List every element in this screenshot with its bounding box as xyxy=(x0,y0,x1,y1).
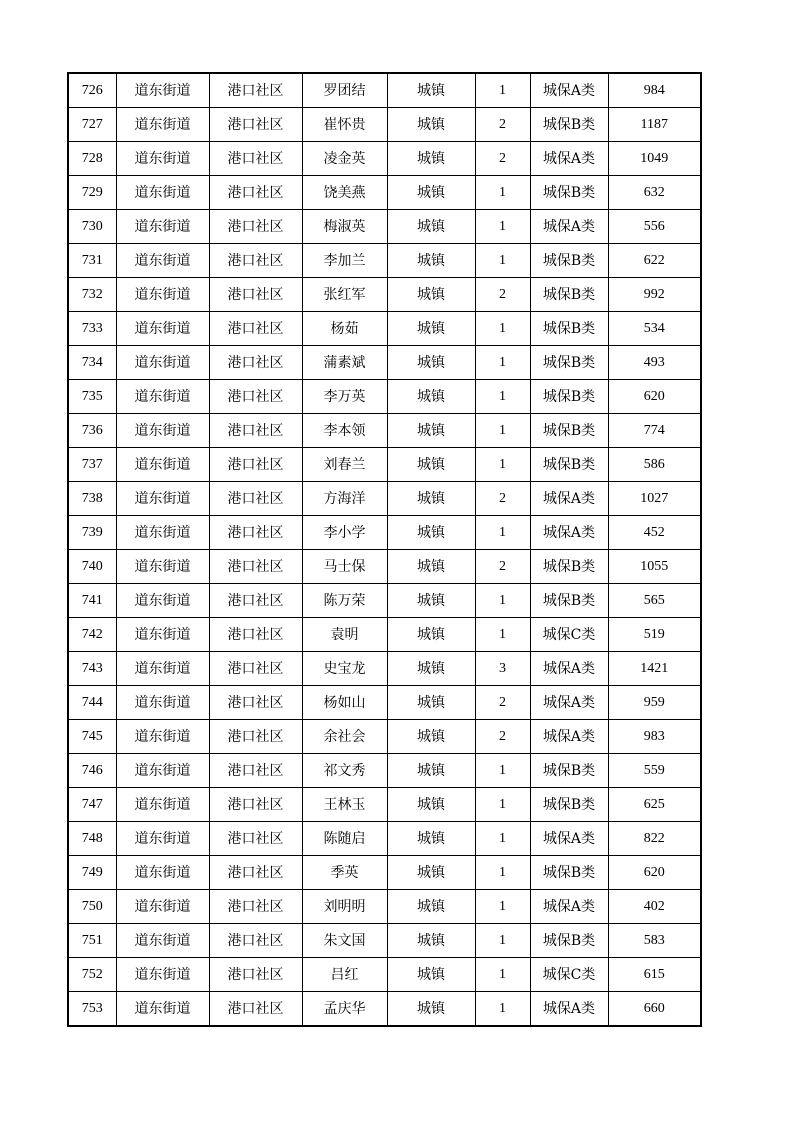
street-cell: 道东街道 xyxy=(116,788,209,822)
amount-cell: 519 xyxy=(608,618,701,652)
street-cell: 道东街道 xyxy=(116,346,209,380)
household-size-cell: 2 xyxy=(475,278,530,312)
area-type-cell: 城镇 xyxy=(387,346,475,380)
row-number-cell: 736 xyxy=(68,414,116,448)
name-cell: 饶美燕 xyxy=(302,176,387,210)
community-cell: 港口社区 xyxy=(209,584,302,618)
household-size-cell: 1 xyxy=(475,73,530,108)
name-cell: 杨茹 xyxy=(302,312,387,346)
category-cell: 城保B类 xyxy=(530,924,608,958)
name-cell: 方海洋 xyxy=(302,482,387,516)
area-type-cell: 城镇 xyxy=(387,516,475,550)
name-cell: 朱文国 xyxy=(302,924,387,958)
category-cell: 城保B类 xyxy=(530,244,608,278)
household-size-cell: 1 xyxy=(475,380,530,414)
table-body xyxy=(68,73,701,1026)
community-cell: 港口社区 xyxy=(209,278,302,312)
amount-cell: 1421 xyxy=(608,652,701,686)
household-size-cell: 2 xyxy=(475,482,530,516)
category-cell: 城保B类 xyxy=(530,550,608,584)
row-number-cell: 748 xyxy=(68,822,116,856)
amount-cell: 983 xyxy=(608,720,701,754)
table-row xyxy=(68,176,701,210)
amount-cell: 452 xyxy=(608,516,701,550)
street-cell: 道东街道 xyxy=(116,618,209,652)
category-cell: 城保B类 xyxy=(530,346,608,380)
amount-cell: 493 xyxy=(608,346,701,380)
community-cell: 港口社区 xyxy=(209,516,302,550)
category-cell: 城保A类 xyxy=(530,73,608,108)
name-cell: 马士保 xyxy=(302,550,387,584)
household-size-cell: 2 xyxy=(475,108,530,142)
household-size-cell: 1 xyxy=(475,244,530,278)
household-size-cell: 1 xyxy=(475,584,530,618)
category-cell: 城保B类 xyxy=(530,414,608,448)
table-row xyxy=(68,618,701,652)
community-cell: 港口社区 xyxy=(209,992,302,1027)
street-cell: 道东街道 xyxy=(116,380,209,414)
category-cell: 城保C类 xyxy=(530,618,608,652)
community-cell: 港口社区 xyxy=(209,890,302,924)
community-cell: 港口社区 xyxy=(209,482,302,516)
row-number-cell: 752 xyxy=(68,958,116,992)
category-cell: 城保A类 xyxy=(530,142,608,176)
area-type-cell: 城镇 xyxy=(387,550,475,584)
community-cell: 港口社区 xyxy=(209,346,302,380)
name-cell: 张红军 xyxy=(302,278,387,312)
row-number-cell: 727 xyxy=(68,108,116,142)
amount-cell: 660 xyxy=(608,992,701,1027)
category-cell: 城保A类 xyxy=(530,720,608,754)
category-cell: 城保A类 xyxy=(530,890,608,924)
name-cell: 罗团结 xyxy=(302,73,387,108)
category-cell: 城保B类 xyxy=(530,856,608,890)
area-type-cell: 城镇 xyxy=(387,108,475,142)
community-cell: 港口社区 xyxy=(209,142,302,176)
community-cell: 港口社区 xyxy=(209,754,302,788)
community-cell: 港口社区 xyxy=(209,788,302,822)
community-cell: 港口社区 xyxy=(209,550,302,584)
category-cell: 城保A类 xyxy=(530,686,608,720)
street-cell: 道东街道 xyxy=(116,142,209,176)
table-row xyxy=(68,788,701,822)
row-number-cell: 750 xyxy=(68,890,116,924)
household-size-cell: 1 xyxy=(475,516,530,550)
household-size-cell: 1 xyxy=(475,958,530,992)
row-number-cell: 749 xyxy=(68,856,116,890)
amount-cell: 620 xyxy=(608,380,701,414)
street-cell: 道东街道 xyxy=(116,448,209,482)
street-cell: 道东街道 xyxy=(116,516,209,550)
table-row xyxy=(68,210,701,244)
row-number-cell: 738 xyxy=(68,482,116,516)
area-type-cell: 城镇 xyxy=(387,73,475,108)
community-cell: 港口社区 xyxy=(209,686,302,720)
household-size-cell: 1 xyxy=(475,312,530,346)
area-type-cell: 城镇 xyxy=(387,448,475,482)
table-row xyxy=(68,73,701,108)
community-cell: 港口社区 xyxy=(209,856,302,890)
amount-cell: 959 xyxy=(608,686,701,720)
community-cell: 港口社区 xyxy=(209,618,302,652)
community-cell: 港口社区 xyxy=(209,958,302,992)
street-cell: 道东街道 xyxy=(116,73,209,108)
table-row xyxy=(68,958,701,992)
area-type-cell: 城镇 xyxy=(387,278,475,312)
household-size-cell: 1 xyxy=(475,754,530,788)
name-cell: 蒲素斌 xyxy=(302,346,387,380)
row-number-cell: 747 xyxy=(68,788,116,822)
category-cell: 城保B类 xyxy=(530,108,608,142)
row-number-cell: 740 xyxy=(68,550,116,584)
category-cell: 城保B类 xyxy=(530,278,608,312)
street-cell: 道东街道 xyxy=(116,482,209,516)
name-cell: 李加兰 xyxy=(302,244,387,278)
area-type-cell: 城镇 xyxy=(387,822,475,856)
street-cell: 道东街道 xyxy=(116,686,209,720)
records-table xyxy=(67,72,702,1027)
area-type-cell: 城镇 xyxy=(387,720,475,754)
household-size-cell: 1 xyxy=(475,210,530,244)
amount-cell: 774 xyxy=(608,414,701,448)
street-cell: 道东街道 xyxy=(116,856,209,890)
category-cell: 城保A类 xyxy=(530,652,608,686)
row-number-cell: 742 xyxy=(68,618,116,652)
household-size-cell: 2 xyxy=(475,720,530,754)
household-size-cell: 1 xyxy=(475,788,530,822)
household-size-cell: 1 xyxy=(475,822,530,856)
table-row xyxy=(68,754,701,788)
row-number-cell: 753 xyxy=(68,992,116,1027)
name-cell: 李万英 xyxy=(302,380,387,414)
area-type-cell: 城镇 xyxy=(387,142,475,176)
row-number-cell: 746 xyxy=(68,754,116,788)
community-cell: 港口社区 xyxy=(209,312,302,346)
street-cell: 道东街道 xyxy=(116,958,209,992)
row-number-cell: 730 xyxy=(68,210,116,244)
community-cell: 港口社区 xyxy=(209,380,302,414)
row-number-cell: 732 xyxy=(68,278,116,312)
table-row xyxy=(68,312,701,346)
street-cell: 道东街道 xyxy=(116,108,209,142)
name-cell: 陈随启 xyxy=(302,822,387,856)
amount-cell: 632 xyxy=(608,176,701,210)
category-cell: 城保A类 xyxy=(530,822,608,856)
table-row xyxy=(68,448,701,482)
street-cell: 道东街道 xyxy=(116,754,209,788)
area-type-cell: 城镇 xyxy=(387,618,475,652)
amount-cell: 625 xyxy=(608,788,701,822)
area-type-cell: 城镇 xyxy=(387,788,475,822)
household-size-cell: 2 xyxy=(475,686,530,720)
amount-cell: 556 xyxy=(608,210,701,244)
row-number-cell: 745 xyxy=(68,720,116,754)
street-cell: 道东街道 xyxy=(116,924,209,958)
community-cell: 港口社区 xyxy=(209,652,302,686)
area-type-cell: 城镇 xyxy=(387,244,475,278)
area-type-cell: 城镇 xyxy=(387,686,475,720)
row-number-cell: 733 xyxy=(68,312,116,346)
row-number-cell: 737 xyxy=(68,448,116,482)
amount-cell: 622 xyxy=(608,244,701,278)
street-cell: 道东街道 xyxy=(116,992,209,1027)
area-type-cell: 城镇 xyxy=(387,584,475,618)
household-size-cell: 2 xyxy=(475,142,530,176)
amount-cell: 822 xyxy=(608,822,701,856)
table-row xyxy=(68,822,701,856)
community-cell: 港口社区 xyxy=(209,244,302,278)
row-number-cell: 734 xyxy=(68,346,116,380)
street-cell: 道东街道 xyxy=(116,210,209,244)
row-number-cell: 743 xyxy=(68,652,116,686)
table-row xyxy=(68,244,701,278)
table-row xyxy=(68,380,701,414)
amount-cell: 402 xyxy=(608,890,701,924)
area-type-cell: 城镇 xyxy=(387,924,475,958)
area-type-cell: 城镇 xyxy=(387,958,475,992)
name-cell: 季英 xyxy=(302,856,387,890)
name-cell: 孟庆华 xyxy=(302,992,387,1027)
category-cell: 城保A类 xyxy=(530,516,608,550)
name-cell: 史宝龙 xyxy=(302,652,387,686)
street-cell: 道东街道 xyxy=(116,584,209,618)
community-cell: 港口社区 xyxy=(209,73,302,108)
community-cell: 港口社区 xyxy=(209,720,302,754)
table-row xyxy=(68,550,701,584)
community-cell: 港口社区 xyxy=(209,108,302,142)
amount-cell: 615 xyxy=(608,958,701,992)
table-row xyxy=(68,482,701,516)
street-cell: 道东街道 xyxy=(116,176,209,210)
household-size-cell: 1 xyxy=(475,856,530,890)
street-cell: 道东街道 xyxy=(116,890,209,924)
name-cell: 刘春兰 xyxy=(302,448,387,482)
table-row xyxy=(68,992,701,1027)
amount-cell: 565 xyxy=(608,584,701,618)
table-row xyxy=(68,108,701,142)
row-number-cell: 731 xyxy=(68,244,116,278)
amount-cell: 1027 xyxy=(608,482,701,516)
category-cell: 城保C类 xyxy=(530,958,608,992)
table-row xyxy=(68,890,701,924)
area-type-cell: 城镇 xyxy=(387,210,475,244)
amount-cell: 583 xyxy=(608,924,701,958)
area-type-cell: 城镇 xyxy=(387,312,475,346)
category-cell: 城保B类 xyxy=(530,788,608,822)
household-size-cell: 1 xyxy=(475,346,530,380)
row-number-cell: 726 xyxy=(68,73,116,108)
amount-cell: 534 xyxy=(608,312,701,346)
table-row xyxy=(68,346,701,380)
name-cell: 刘明明 xyxy=(302,890,387,924)
household-size-cell: 2 xyxy=(475,550,530,584)
area-type-cell: 城镇 xyxy=(387,992,475,1027)
row-number-cell: 741 xyxy=(68,584,116,618)
street-cell: 道东街道 xyxy=(116,414,209,448)
area-type-cell: 城镇 xyxy=(387,856,475,890)
category-cell: 城保B类 xyxy=(530,448,608,482)
name-cell: 凌金英 xyxy=(302,142,387,176)
table-row xyxy=(68,516,701,550)
category-cell: 城保B类 xyxy=(530,584,608,618)
table-row xyxy=(68,720,701,754)
street-cell: 道东街道 xyxy=(116,652,209,686)
amount-cell: 984 xyxy=(608,73,701,108)
row-number-cell: 735 xyxy=(68,380,116,414)
name-cell: 杨如山 xyxy=(302,686,387,720)
area-type-cell: 城镇 xyxy=(387,482,475,516)
community-cell: 港口社区 xyxy=(209,924,302,958)
amount-cell: 620 xyxy=(608,856,701,890)
area-type-cell: 城镇 xyxy=(387,652,475,686)
category-cell: 城保A类 xyxy=(530,482,608,516)
table-row xyxy=(68,924,701,958)
row-number-cell: 729 xyxy=(68,176,116,210)
household-size-cell: 3 xyxy=(475,652,530,686)
table-row xyxy=(68,278,701,312)
community-cell: 港口社区 xyxy=(209,210,302,244)
household-size-cell: 1 xyxy=(475,448,530,482)
row-number-cell: 744 xyxy=(68,686,116,720)
amount-cell: 586 xyxy=(608,448,701,482)
amount-cell: 1049 xyxy=(608,142,701,176)
table-row xyxy=(68,414,701,448)
name-cell: 袁明 xyxy=(302,618,387,652)
row-number-cell: 739 xyxy=(68,516,116,550)
table-row xyxy=(68,686,701,720)
community-cell: 港口社区 xyxy=(209,414,302,448)
street-cell: 道东街道 xyxy=(116,822,209,856)
amount-cell: 1187 xyxy=(608,108,701,142)
name-cell: 余社会 xyxy=(302,720,387,754)
name-cell: 祁文秀 xyxy=(302,754,387,788)
name-cell: 梅淑英 xyxy=(302,210,387,244)
street-cell: 道东街道 xyxy=(116,312,209,346)
category-cell: 城保B类 xyxy=(530,312,608,346)
name-cell: 陈万荣 xyxy=(302,584,387,618)
household-size-cell: 1 xyxy=(475,924,530,958)
street-cell: 道东街道 xyxy=(116,550,209,584)
area-type-cell: 城镇 xyxy=(387,890,475,924)
table-row xyxy=(68,856,701,890)
table-row xyxy=(68,584,701,618)
name-cell: 崔怀贵 xyxy=(302,108,387,142)
area-type-cell: 城镇 xyxy=(387,754,475,788)
name-cell: 王林玉 xyxy=(302,788,387,822)
household-size-cell: 1 xyxy=(475,176,530,210)
category-cell: 城保B类 xyxy=(530,380,608,414)
amount-cell: 1055 xyxy=(608,550,701,584)
category-cell: 城保B类 xyxy=(530,176,608,210)
area-type-cell: 城镇 xyxy=(387,176,475,210)
street-cell: 道东街道 xyxy=(116,244,209,278)
household-size-cell: 1 xyxy=(475,414,530,448)
household-size-cell: 1 xyxy=(475,890,530,924)
category-cell: 城保A类 xyxy=(530,210,608,244)
category-cell: 城保B类 xyxy=(530,754,608,788)
category-cell: 城保A类 xyxy=(530,992,608,1027)
amount-cell: 559 xyxy=(608,754,701,788)
household-size-cell: 1 xyxy=(475,992,530,1027)
community-cell: 港口社区 xyxy=(209,176,302,210)
street-cell: 道东街道 xyxy=(116,278,209,312)
name-cell: 李本领 xyxy=(302,414,387,448)
row-number-cell: 728 xyxy=(68,142,116,176)
table-row xyxy=(68,652,701,686)
street-cell: 道东街道 xyxy=(116,720,209,754)
area-type-cell: 城镇 xyxy=(387,414,475,448)
community-cell: 港口社区 xyxy=(209,822,302,856)
community-cell: 港口社区 xyxy=(209,448,302,482)
table-row xyxy=(68,142,701,176)
row-number-cell: 751 xyxy=(68,924,116,958)
amount-cell: 992 xyxy=(608,278,701,312)
household-size-cell: 1 xyxy=(475,618,530,652)
area-type-cell: 城镇 xyxy=(387,380,475,414)
name-cell: 李小学 xyxy=(302,516,387,550)
name-cell: 吕红 xyxy=(302,958,387,992)
